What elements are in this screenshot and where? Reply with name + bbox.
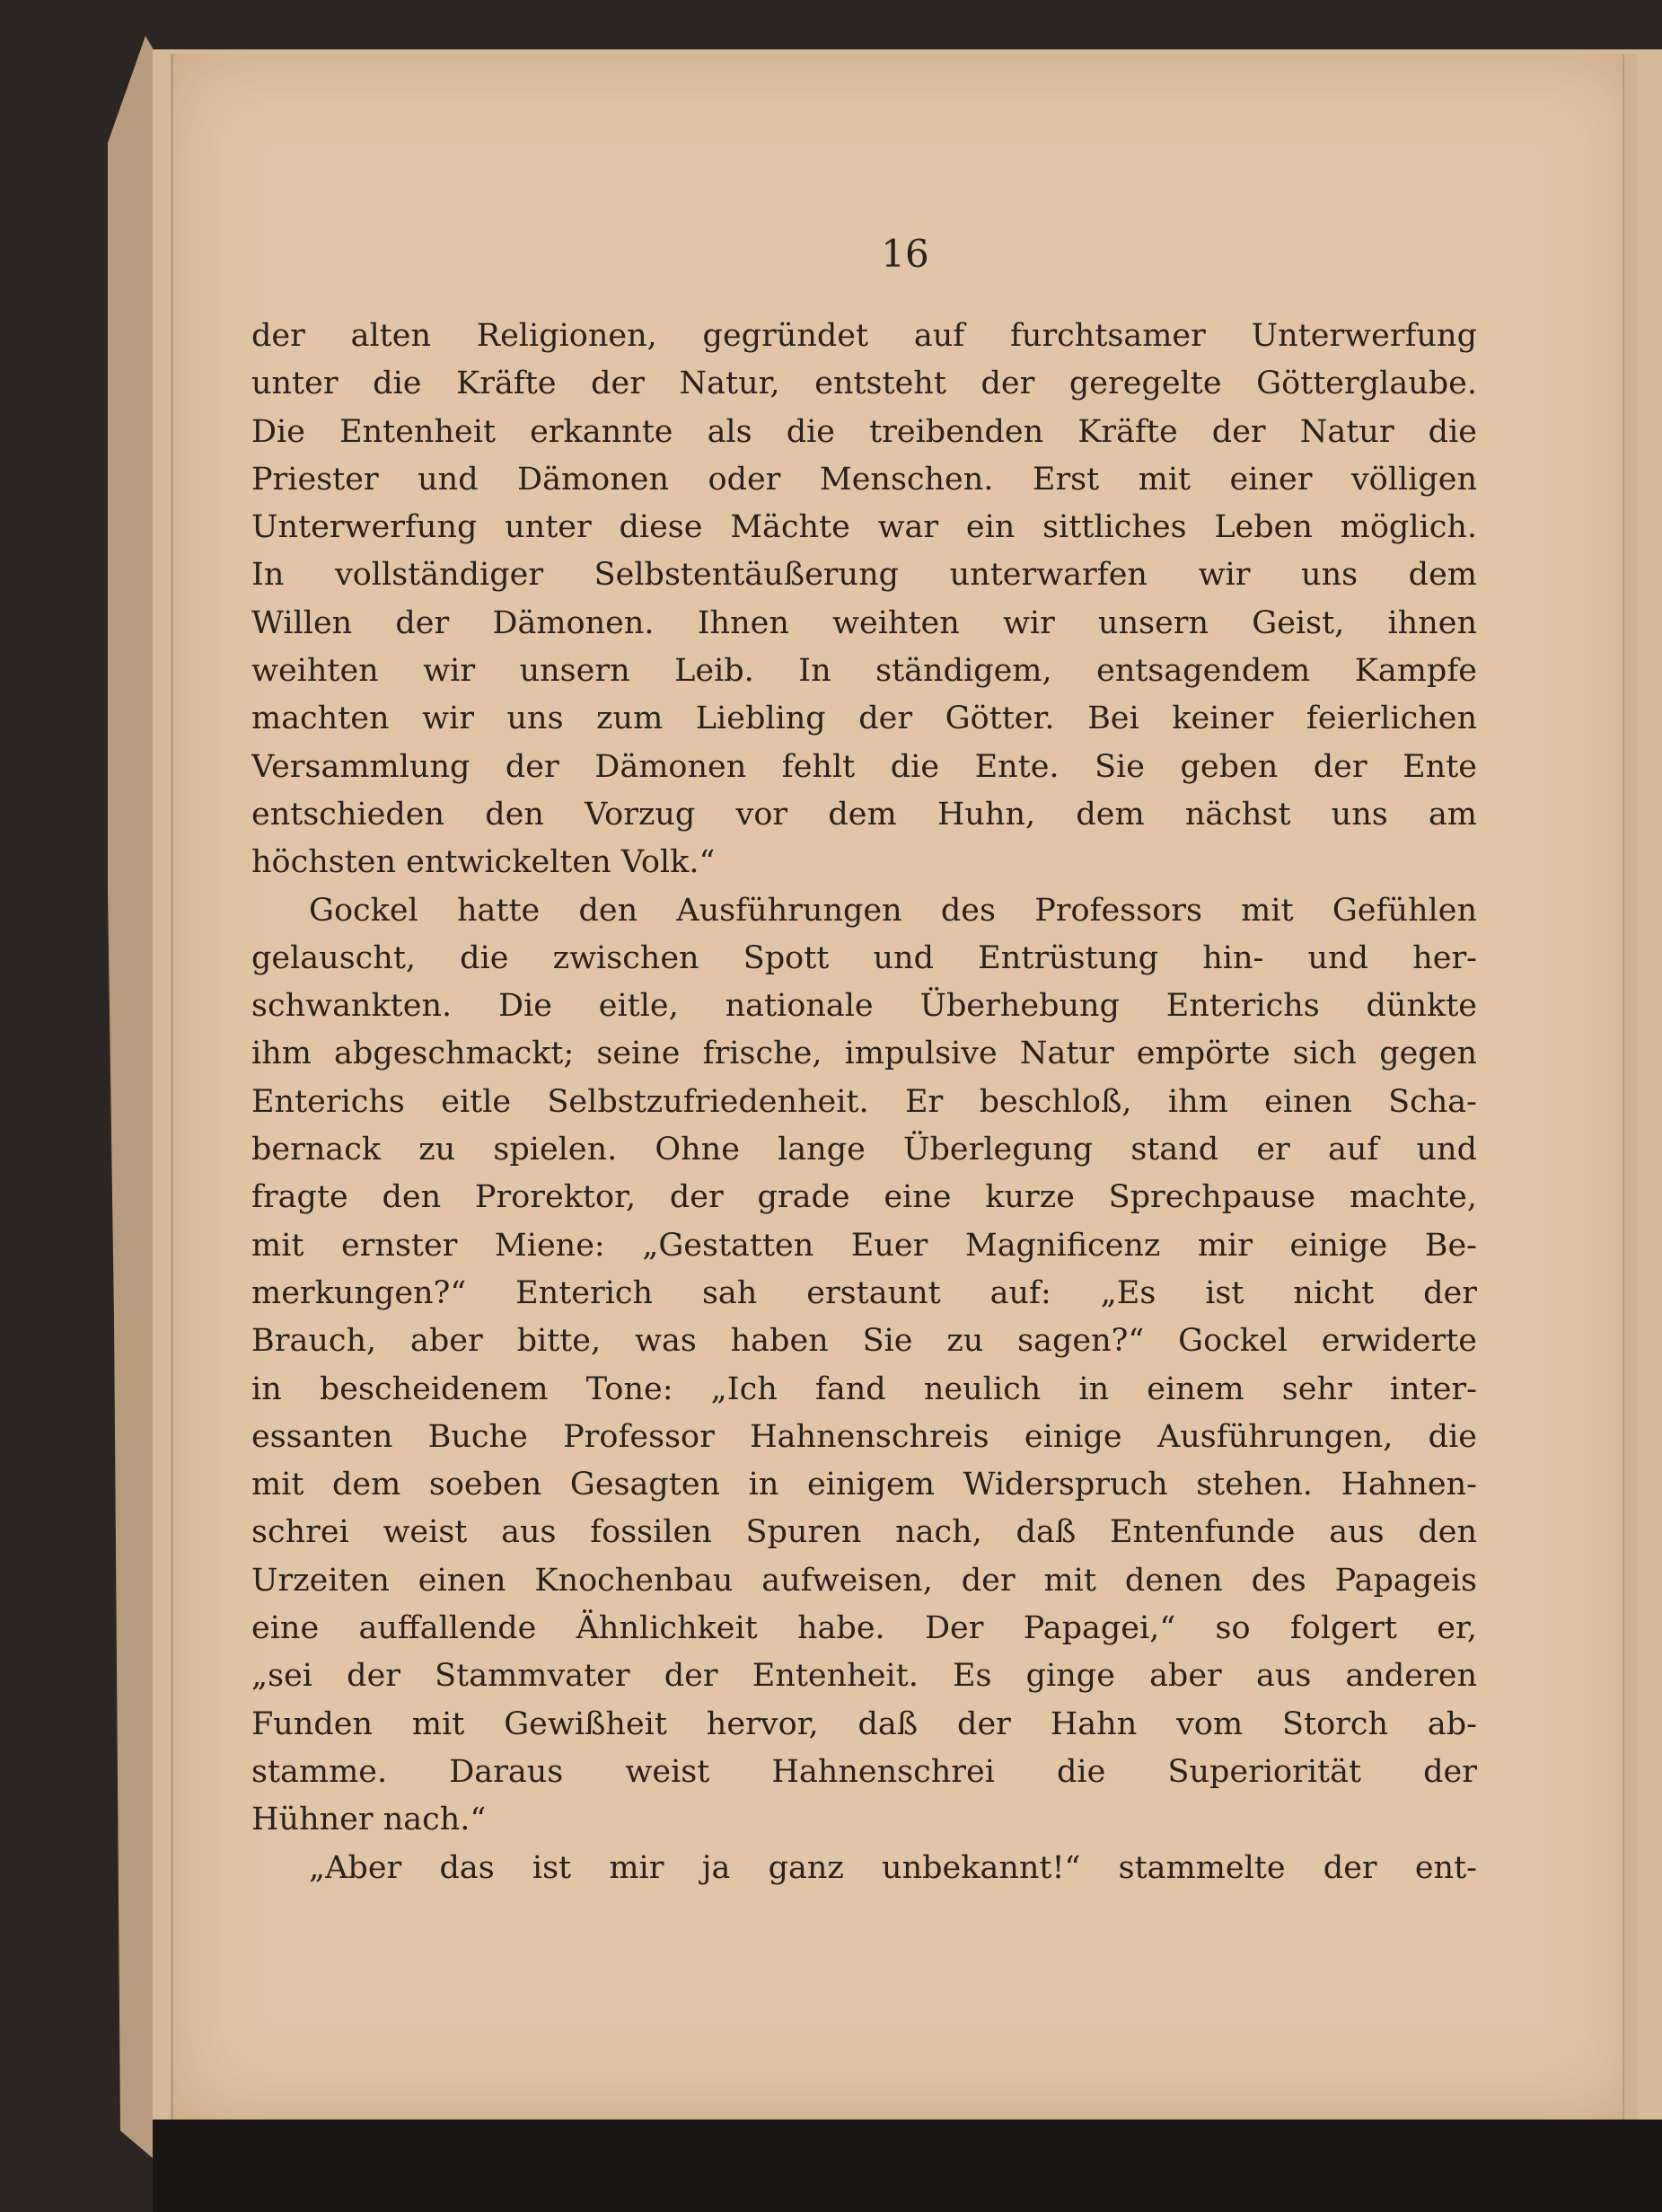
text-line: Hühner nach.“ [251, 1802, 487, 1838]
page-number: 16 [881, 232, 929, 276]
text-line: Versammlung der Dämonen fehlt die Ente. Sie geben der Ente [251, 748, 1477, 785]
text-line: stamme. Daraus weist Hahnenschrei die Superiorität der [251, 1753, 1477, 1790]
text-line: ihm abgeschmackt; seine frische, impulsive Natur empörte sich gegen [251, 1035, 1477, 1072]
text-line: Brauch, aber bitte, was haben Sie zu sagen?“ Gockel erwiderte [251, 1323, 1477, 1360]
text-line: eine auffallende Ähnlichkeit habe. Der Papagei,“ so folgert er, [251, 1610, 1477, 1647]
text-line: mit dem soeben Gesagten in einigem Widerspruch stehen. Hahnen- [251, 1467, 1477, 1503]
text-line: in bescheidenem Tone: „Ich fand neulich in einem sehr inter- [251, 1370, 1477, 1407]
text-line: weihten wir unsern Leib. In ständigem, entsagendem Kampfe [251, 653, 1477, 690]
text-line: entschieden den Vorzug vor dem Huhn, dem nächst uns am [251, 796, 1477, 833]
text-line: „sei der Stammvater der Entenheit. Es ginge aber aus anderen [251, 1658, 1477, 1695]
body-text [251, 313, 1477, 1892]
text-line: Unterwerfung unter diese Mächte war ein sittliches Leben möglich. [251, 509, 1477, 546]
text-line: Funden mit Gewißheit hervor, daß der Hahn vom Storch ab- [251, 1705, 1477, 1742]
text-line: Priester und Dämonen oder Menschen. Erst mit einer völligen [251, 461, 1477, 498]
text-line: schwankten. Die eitle, nationale Überhebung Enterichs dünkte [251, 988, 1477, 1025]
text-line: Willen der Dämonen. Ihnen weihten wir unsern Geist, ihnen [251, 604, 1477, 641]
text-line: unter die Kräfte der Natur, entsteht der geregelte Götterglaube. [251, 366, 1477, 402]
text-line: gelauscht, die zwischen Spott und Entrüstung hin- und her- [251, 939, 1477, 976]
text-line: machten wir uns zum Liebling der Götter. Bei keiner feierlichen [251, 701, 1477, 737]
text-line: In vollständiger Selbstentäußerung unterwarfen wir uns dem [251, 557, 1477, 594]
text-line: Enterichs eitle Selbstzufriedenheit. Er beschloß, ihm einen Scha- [251, 1083, 1477, 1120]
text-line: bernack zu spielen. Ohne lange Überlegung stand er auf und [251, 1132, 1477, 1168]
book-bottom-edge [153, 2119, 1662, 2212]
text-line: der alten Religionen, gegründet auf furchtsamer Unterwerfung [251, 318, 1477, 354]
text-line: Gockel hatte den Ausführungen des Professors mit Gefühlen [309, 892, 1477, 929]
text-line: schrei weist aus fossilen Spuren nach, daß Entenfunde aus den [251, 1514, 1477, 1551]
text-line: fragte den Prorektor, der grade eine kurze Sprechpause machte, [251, 1179, 1477, 1216]
text-line: höchsten entwickelten Volk.“ [251, 844, 716, 881]
text-line: „Aber das ist mir ja ganz unbekannt!“ stammelte der ent- [309, 1849, 1477, 1886]
text-line: essanten Buche Professor Hahnenschreis einige Ausführungen, die [251, 1418, 1477, 1455]
text-line: merkungen?“ Enterich sah erstaunt auf: „Es ist nicht der [251, 1274, 1477, 1311]
page-right-edge [1622, 54, 1637, 2119]
text-line: mit ernster Miene: „Gestatten Euer Magnificenz mir einige Be- [251, 1227, 1477, 1264]
text-line: Urzeiten einen Knochenbau aufweisen, der mit denen des Papageis [251, 1562, 1477, 1599]
text-line: Die Entenheit erkannte als die treibenden Kräfte der Natur die [251, 413, 1477, 450]
